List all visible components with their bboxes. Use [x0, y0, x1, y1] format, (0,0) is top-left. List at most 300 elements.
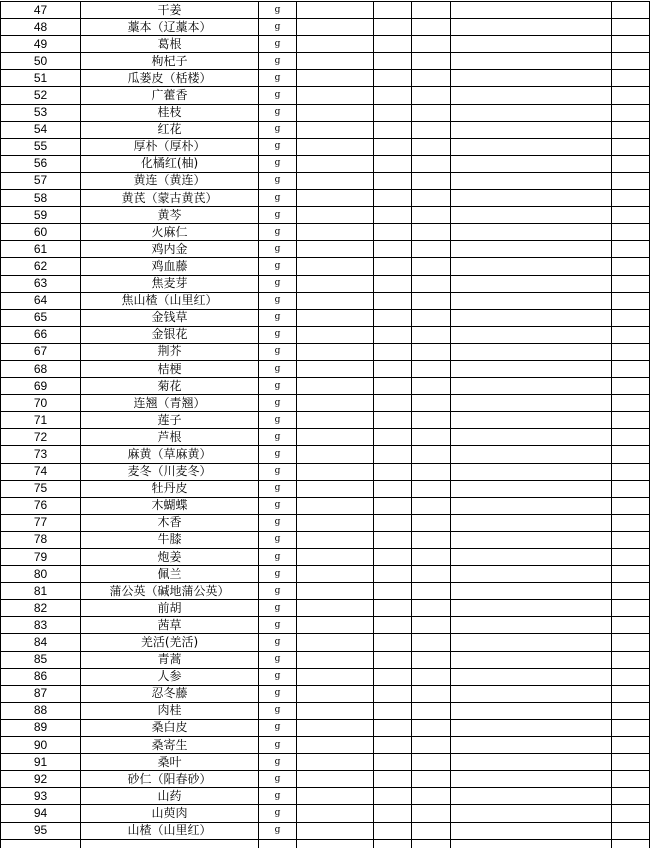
unit-cell[interactable]: g: [259, 446, 297, 463]
empty-cell[interactable]: [412, 241, 451, 258]
empty-cell[interactable]: [297, 326, 374, 343]
empty-cell[interactable]: [374, 549, 412, 566]
empty-cell[interactable]: [412, 805, 451, 822]
unit-cell[interactable]: g: [259, 566, 297, 583]
empty-cell[interactable]: [451, 343, 612, 360]
empty-cell[interactable]: [374, 224, 412, 241]
empty-cell[interactable]: [297, 549, 374, 566]
empty-cell[interactable]: [612, 583, 650, 600]
unit-cell[interactable]: g: [259, 207, 297, 224]
empty-cell[interactable]: [451, 36, 612, 53]
empty-cell[interactable]: [412, 463, 451, 480]
empty-cell[interactable]: [374, 155, 412, 172]
empty-cell[interactable]: [412, 155, 451, 172]
empty-cell[interactable]: [374, 771, 412, 788]
empty-cell[interactable]: [612, 634, 650, 651]
empty-cell[interactable]: [412, 36, 451, 53]
empty-cell[interactable]: [374, 104, 412, 121]
unit-cell[interactable]: g: [259, 531, 297, 548]
empty-cell[interactable]: [612, 566, 650, 583]
item-number-cell[interactable]: 89: [1, 719, 81, 736]
empty-cell[interactable]: [374, 531, 412, 548]
unit-cell[interactable]: g: [259, 138, 297, 155]
empty-cell[interactable]: [451, 719, 612, 736]
unit-cell[interactable]: g: [259, 651, 297, 668]
empty-cell[interactable]: [297, 292, 374, 309]
item-number-cell[interactable]: 78: [1, 531, 81, 548]
item-number-cell[interactable]: 58: [1, 190, 81, 207]
empty-cell[interactable]: [412, 87, 451, 104]
empty-cell[interactable]: [374, 429, 412, 446]
item-number-cell[interactable]: 60: [1, 224, 81, 241]
item-number-cell[interactable]: 47: [1, 2, 81, 19]
empty-cell[interactable]: [612, 138, 650, 155]
item-number-cell[interactable]: 79: [1, 549, 81, 566]
herb-name-cell[interactable]: 焦麦芽: [81, 275, 259, 292]
item-number-cell[interactable]: 84: [1, 634, 81, 651]
empty-cell[interactable]: [297, 395, 374, 412]
empty-cell[interactable]: [412, 19, 451, 36]
herb-name-cell[interactable]: 桑白皮: [81, 719, 259, 736]
empty-cell[interactable]: [374, 463, 412, 480]
empty-cell[interactable]: [297, 207, 374, 224]
empty-cell[interactable]: [412, 258, 451, 275]
item-number-cell[interactable]: 49: [1, 36, 81, 53]
empty-cell[interactable]: [297, 155, 374, 172]
empty-cell[interactable]: [412, 719, 451, 736]
herb-name-cell[interactable]: 牡丹皮: [81, 480, 259, 497]
empty-cell[interactable]: [451, 190, 612, 207]
empty-cell[interactable]: [412, 138, 451, 155]
empty-cell[interactable]: [297, 258, 374, 275]
empty-cell[interactable]: [374, 702, 412, 719]
empty-cell[interactable]: [297, 121, 374, 138]
empty-cell[interactable]: [374, 2, 412, 19]
herb-name-cell[interactable]: 羌活(羌活): [81, 634, 259, 651]
empty-cell[interactable]: [612, 292, 650, 309]
empty-cell[interactable]: [374, 719, 412, 736]
item-number-cell[interactable]: 81: [1, 583, 81, 600]
empty-cell[interactable]: [451, 378, 612, 395]
empty-cell[interactable]: [374, 53, 412, 70]
empty-cell[interactable]: [451, 497, 612, 514]
empty-cell[interactable]: [412, 771, 451, 788]
empty-cell[interactable]: [297, 480, 374, 497]
empty-cell[interactable]: [297, 172, 374, 189]
empty-cell[interactable]: [297, 412, 374, 429]
empty-cell[interactable]: [374, 685, 412, 702]
unit-cell[interactable]: g: [259, 429, 297, 446]
empty-cell[interactable]: [374, 805, 412, 822]
empty-cell[interactable]: [612, 549, 650, 566]
item-number-cell[interactable]: 61: [1, 241, 81, 258]
empty-cell[interactable]: [451, 53, 612, 70]
empty-cell[interactable]: [374, 360, 412, 377]
empty-cell[interactable]: [612, 378, 650, 395]
item-number-cell[interactable]: 85: [1, 651, 81, 668]
empty-cell[interactable]: [412, 121, 451, 138]
empty-cell[interactable]: [451, 207, 612, 224]
herb-name-cell[interactable]: 桑寄生: [81, 737, 259, 754]
empty-cell[interactable]: [374, 566, 412, 583]
item-number-cell[interactable]: 88: [1, 702, 81, 719]
empty-cell[interactable]: [612, 617, 650, 634]
empty-cell[interactable]: [451, 463, 612, 480]
empty-cell[interactable]: [374, 583, 412, 600]
item-number-cell[interactable]: 65: [1, 309, 81, 326]
empty-cell[interactable]: [374, 480, 412, 497]
empty-cell[interactable]: [374, 412, 412, 429]
herb-name-cell[interactable]: 蒲公英（碱地蒲公英）: [81, 583, 259, 600]
empty-cell[interactable]: [374, 309, 412, 326]
item-number-cell[interactable]: 50: [1, 53, 81, 70]
empty-cell[interactable]: [374, 275, 412, 292]
empty-cell[interactable]: [374, 617, 412, 634]
empty-cell[interactable]: [374, 822, 412, 839]
empty-cell[interactable]: [412, 53, 451, 70]
empty-cell[interactable]: [451, 412, 612, 429]
empty-cell[interactable]: [412, 412, 451, 429]
empty-cell[interactable]: [412, 583, 451, 600]
unit-cell[interactable]: g: [259, 360, 297, 377]
herb-name-cell[interactable]: 桂枝: [81, 104, 259, 121]
herb-name-cell[interactable]: 厚朴（厚朴）: [81, 138, 259, 155]
empty-cell[interactable]: [612, 121, 650, 138]
empty-cell[interactable]: [612, 685, 650, 702]
item-number-cell[interactable]: 67: [1, 343, 81, 360]
herb-name-cell[interactable]: 桔梗: [81, 360, 259, 377]
herb-name-cell[interactable]: 菊花: [81, 378, 259, 395]
empty-cell[interactable]: [412, 480, 451, 497]
empty-cell[interactable]: [412, 685, 451, 702]
empty-cell[interactable]: [412, 172, 451, 189]
empty-cell[interactable]: [374, 258, 412, 275]
empty-cell[interactable]: [297, 754, 374, 771]
empty-cell[interactable]: [612, 207, 650, 224]
herb-name-cell[interactable]: 广藿香: [81, 87, 259, 104]
empty-cell[interactable]: [374, 292, 412, 309]
empty-cell[interactable]: [297, 36, 374, 53]
unit-cell[interactable]: g: [259, 87, 297, 104]
unit-cell[interactable]: g: [259, 685, 297, 702]
empty-cell[interactable]: [451, 480, 612, 497]
empty-cell[interactable]: [374, 634, 412, 651]
empty-cell[interactable]: [612, 531, 650, 548]
empty-cell[interactable]: [451, 788, 612, 805]
herb-name-cell[interactable]: 麻黄（草麻黄）: [81, 446, 259, 463]
empty-cell[interactable]: [297, 822, 374, 839]
unit-cell[interactable]: g: [259, 805, 297, 822]
herb-name-cell[interactable]: 肉桂: [81, 702, 259, 719]
empty-cell[interactable]: [374, 446, 412, 463]
empty-cell[interactable]: [612, 70, 650, 87]
unit-cell[interactable]: g: [259, 70, 297, 87]
item-number-cell[interactable]: 82: [1, 600, 81, 617]
empty-cell[interactable]: [297, 737, 374, 754]
herb-name-cell[interactable]: 黄芪（蒙古黄芪）: [81, 190, 259, 207]
empty-cell[interactable]: [297, 53, 374, 70]
empty-cell[interactable]: [451, 87, 612, 104]
empty-cell[interactable]: [451, 668, 612, 685]
item-number-cell[interactable]: 93: [1, 788, 81, 805]
herb-name-cell[interactable]: 化橘红(柚): [81, 155, 259, 172]
herb-name-cell[interactable]: 红花: [81, 121, 259, 138]
empty-cell[interactable]: [297, 566, 374, 583]
empty-cell[interactable]: [297, 446, 374, 463]
empty-cell[interactable]: [451, 549, 612, 566]
empty-cell[interactable]: [612, 87, 650, 104]
empty-cell[interactable]: [297, 2, 374, 19]
empty-cell[interactable]: [612, 2, 650, 19]
herb-name-cell[interactable]: 砂仁（阳春砂）: [81, 771, 259, 788]
item-number-cell[interactable]: 91: [1, 754, 81, 771]
empty-cell[interactable]: [412, 446, 451, 463]
item-number-cell[interactable]: 52: [1, 87, 81, 104]
unit-cell[interactable]: g: [259, 326, 297, 343]
empty-cell[interactable]: [412, 395, 451, 412]
herb-name-cell[interactable]: 荆芥: [81, 343, 259, 360]
empty-cell[interactable]: [374, 207, 412, 224]
empty-cell[interactable]: [297, 651, 374, 668]
unit-cell[interactable]: g: [259, 737, 297, 754]
item-number-cell[interactable]: 51: [1, 70, 81, 87]
herb-name-cell[interactable]: 藁本（辽藁本）: [81, 19, 259, 36]
empty-cell[interactable]: [412, 326, 451, 343]
unit-cell[interactable]: g: [259, 2, 297, 19]
item-number-cell[interactable]: 86: [1, 668, 81, 685]
empty-cell[interactable]: [412, 497, 451, 514]
empty-cell[interactable]: [297, 531, 374, 548]
empty-cell[interactable]: [297, 70, 374, 87]
herb-name-cell[interactable]: 炮姜: [81, 549, 259, 566]
unit-cell[interactable]: g: [259, 241, 297, 258]
empty-cell[interactable]: [451, 514, 612, 531]
item-number-cell[interactable]: 92: [1, 771, 81, 788]
empty-cell[interactable]: [451, 737, 612, 754]
empty-cell[interactable]: [297, 583, 374, 600]
empty-cell[interactable]: [612, 360, 650, 377]
empty-cell[interactable]: [374, 395, 412, 412]
empty-cell[interactable]: [612, 36, 650, 53]
herb-name-cell[interactable]: 莲子: [81, 412, 259, 429]
empty-cell[interactable]: [612, 651, 650, 668]
item-number-cell[interactable]: 63: [1, 275, 81, 292]
empty-cell[interactable]: [612, 463, 650, 480]
unit-cell[interactable]: g: [259, 19, 297, 36]
empty-cell[interactable]: [612, 412, 650, 429]
empty-cell[interactable]: [612, 172, 650, 189]
item-number-cell[interactable]: 95: [1, 822, 81, 839]
empty-cell[interactable]: [612, 258, 650, 275]
herb-name-cell[interactable]: 鸡血藤: [81, 258, 259, 275]
herb-name-cell[interactable]: 黄芩: [81, 207, 259, 224]
empty-cell[interactable]: [612, 395, 650, 412]
empty-cell[interactable]: [612, 668, 650, 685]
herb-name-cell[interactable]: 前胡: [81, 600, 259, 617]
empty-cell[interactable]: [612, 446, 650, 463]
empty-cell[interactable]: [451, 429, 612, 446]
item-number-cell[interactable]: 62: [1, 258, 81, 275]
empty-cell[interactable]: [451, 360, 612, 377]
empty-cell[interactable]: [297, 87, 374, 104]
empty-cell[interactable]: [451, 634, 612, 651]
unit-cell[interactable]: g: [259, 549, 297, 566]
empty-cell[interactable]: [451, 241, 612, 258]
unit-cell[interactable]: g: [259, 258, 297, 275]
item-number-cell[interactable]: 64: [1, 292, 81, 309]
empty-cell[interactable]: [297, 19, 374, 36]
empty-cell[interactable]: [612, 53, 650, 70]
empty-cell[interactable]: [374, 190, 412, 207]
item-number-cell[interactable]: 59: [1, 207, 81, 224]
empty-cell[interactable]: [451, 326, 612, 343]
empty-cell[interactable]: [451, 258, 612, 275]
item-number-cell[interactable]: 56: [1, 155, 81, 172]
empty-cell[interactable]: [451, 617, 612, 634]
unit-cell[interactable]: g: [259, 788, 297, 805]
empty-cell[interactable]: [297, 138, 374, 155]
empty-cell[interactable]: [612, 805, 650, 822]
empty-cell[interactable]: [412, 104, 451, 121]
empty-cell[interactable]: [412, 788, 451, 805]
item-number-cell[interactable]: 80: [1, 566, 81, 583]
unit-cell[interactable]: g: [259, 583, 297, 600]
unit-cell[interactable]: g: [259, 36, 297, 53]
unit-cell[interactable]: g: [259, 463, 297, 480]
item-number-cell[interactable]: 94: [1, 805, 81, 822]
herb-name-cell[interactable]: 山萸肉: [81, 805, 259, 822]
empty-cell[interactable]: [297, 805, 374, 822]
empty-cell[interactable]: [374, 788, 412, 805]
empty-cell[interactable]: [612, 19, 650, 36]
empty-cell[interactable]: [612, 480, 650, 497]
item-number-cell[interactable]: 77: [1, 514, 81, 531]
empty-cell[interactable]: [451, 121, 612, 138]
unit-cell[interactable]: g: [259, 634, 297, 651]
empty-cell[interactable]: [612, 788, 650, 805]
empty-cell[interactable]: [451, 138, 612, 155]
empty-cell[interactable]: [612, 190, 650, 207]
empty-cell[interactable]: [451, 600, 612, 617]
empty-cell[interactable]: [374, 326, 412, 343]
empty-cell[interactable]: [451, 754, 612, 771]
unit-cell[interactable]: g: [259, 104, 297, 121]
empty-cell[interactable]: [412, 822, 451, 839]
herb-name-cell[interactable]: 芦根: [81, 429, 259, 446]
unit-cell[interactable]: g: [259, 719, 297, 736]
empty-cell[interactable]: [374, 754, 412, 771]
item-number-cell[interactable]: 57: [1, 172, 81, 189]
empty-cell[interactable]: [412, 343, 451, 360]
empty-cell[interactable]: [412, 600, 451, 617]
empty-cell[interactable]: [297, 600, 374, 617]
empty-cell[interactable]: [612, 514, 650, 531]
empty-cell[interactable]: [612, 224, 650, 241]
herb-name-cell[interactable]: 佩兰: [81, 566, 259, 583]
unit-cell[interactable]: g: [259, 121, 297, 138]
item-number-cell[interactable]: 74: [1, 463, 81, 480]
empty-cell[interactable]: [374, 121, 412, 138]
unit-cell[interactable]: g: [259, 378, 297, 395]
empty-cell[interactable]: [297, 617, 374, 634]
empty-cell[interactable]: [451, 309, 612, 326]
empty-cell[interactable]: [297, 463, 374, 480]
empty-cell[interactable]: [451, 446, 612, 463]
empty-cell[interactable]: [612, 326, 650, 343]
empty-cell[interactable]: [412, 634, 451, 651]
unit-cell[interactable]: g: [259, 343, 297, 360]
empty-cell[interactable]: [297, 668, 374, 685]
empty-cell[interactable]: [374, 241, 412, 258]
empty-cell[interactable]: [612, 104, 650, 121]
empty-cell[interactable]: [412, 309, 451, 326]
herb-name-cell[interactable]: 麦冬（川麦冬）: [81, 463, 259, 480]
empty-cell[interactable]: [451, 822, 612, 839]
unit-cell[interactable]: g: [259, 480, 297, 497]
item-number-cell[interactable]: 66: [1, 326, 81, 343]
empty-cell[interactable]: [374, 70, 412, 87]
empty-cell[interactable]: [412, 566, 451, 583]
item-number-cell[interactable]: 87: [1, 685, 81, 702]
unit-cell[interactable]: g: [259, 754, 297, 771]
unit-cell[interactable]: g: [259, 668, 297, 685]
empty-cell[interactable]: [412, 70, 451, 87]
empty-cell[interactable]: [297, 771, 374, 788]
unit-cell[interactable]: g: [259, 822, 297, 839]
empty-cell[interactable]: [612, 497, 650, 514]
empty-cell[interactable]: [412, 737, 451, 754]
herb-name-cell[interactable]: 枸杞子: [81, 53, 259, 70]
item-number-cell[interactable]: 70: [1, 395, 81, 412]
empty-cell[interactable]: [412, 360, 451, 377]
herb-name-cell[interactable]: 山药: [81, 788, 259, 805]
empty-cell[interactable]: [297, 309, 374, 326]
empty-cell[interactable]: [612, 155, 650, 172]
empty-cell[interactable]: [412, 2, 451, 19]
empty-cell[interactable]: [297, 429, 374, 446]
herb-name-cell[interactable]: 火麻仁: [81, 224, 259, 241]
empty-cell[interactable]: [374, 668, 412, 685]
item-number-cell[interactable]: 83: [1, 617, 81, 634]
empty-cell[interactable]: [297, 702, 374, 719]
empty-cell[interactable]: [374, 651, 412, 668]
empty-cell[interactable]: [412, 190, 451, 207]
unit-cell[interactable]: g: [259, 53, 297, 70]
empty-cell[interactable]: [412, 207, 451, 224]
empty-cell[interactable]: [374, 19, 412, 36]
unit-cell[interactable]: g: [259, 155, 297, 172]
empty-cell[interactable]: [374, 600, 412, 617]
empty-cell[interactable]: [451, 566, 612, 583]
empty-cell[interactable]: [612, 822, 650, 839]
empty-cell[interactable]: [451, 771, 612, 788]
unit-cell[interactable]: g: [259, 292, 297, 309]
empty-cell[interactable]: [374, 514, 412, 531]
empty-cell[interactable]: [451, 70, 612, 87]
herb-name-cell[interactable]: 木香: [81, 514, 259, 531]
empty-cell[interactable]: [612, 754, 650, 771]
unit-cell[interactable]: g: [259, 771, 297, 788]
item-number-cell[interactable]: 53: [1, 104, 81, 121]
unit-cell[interactable]: g: [259, 172, 297, 189]
empty-cell[interactable]: [297, 497, 374, 514]
empty-cell[interactable]: [612, 702, 650, 719]
empty-cell[interactable]: [297, 224, 374, 241]
unit-cell[interactable]: g: [259, 224, 297, 241]
empty-cell[interactable]: [297, 378, 374, 395]
empty-cell[interactable]: [412, 651, 451, 668]
herb-name-cell[interactable]: 忍冬藤: [81, 685, 259, 702]
